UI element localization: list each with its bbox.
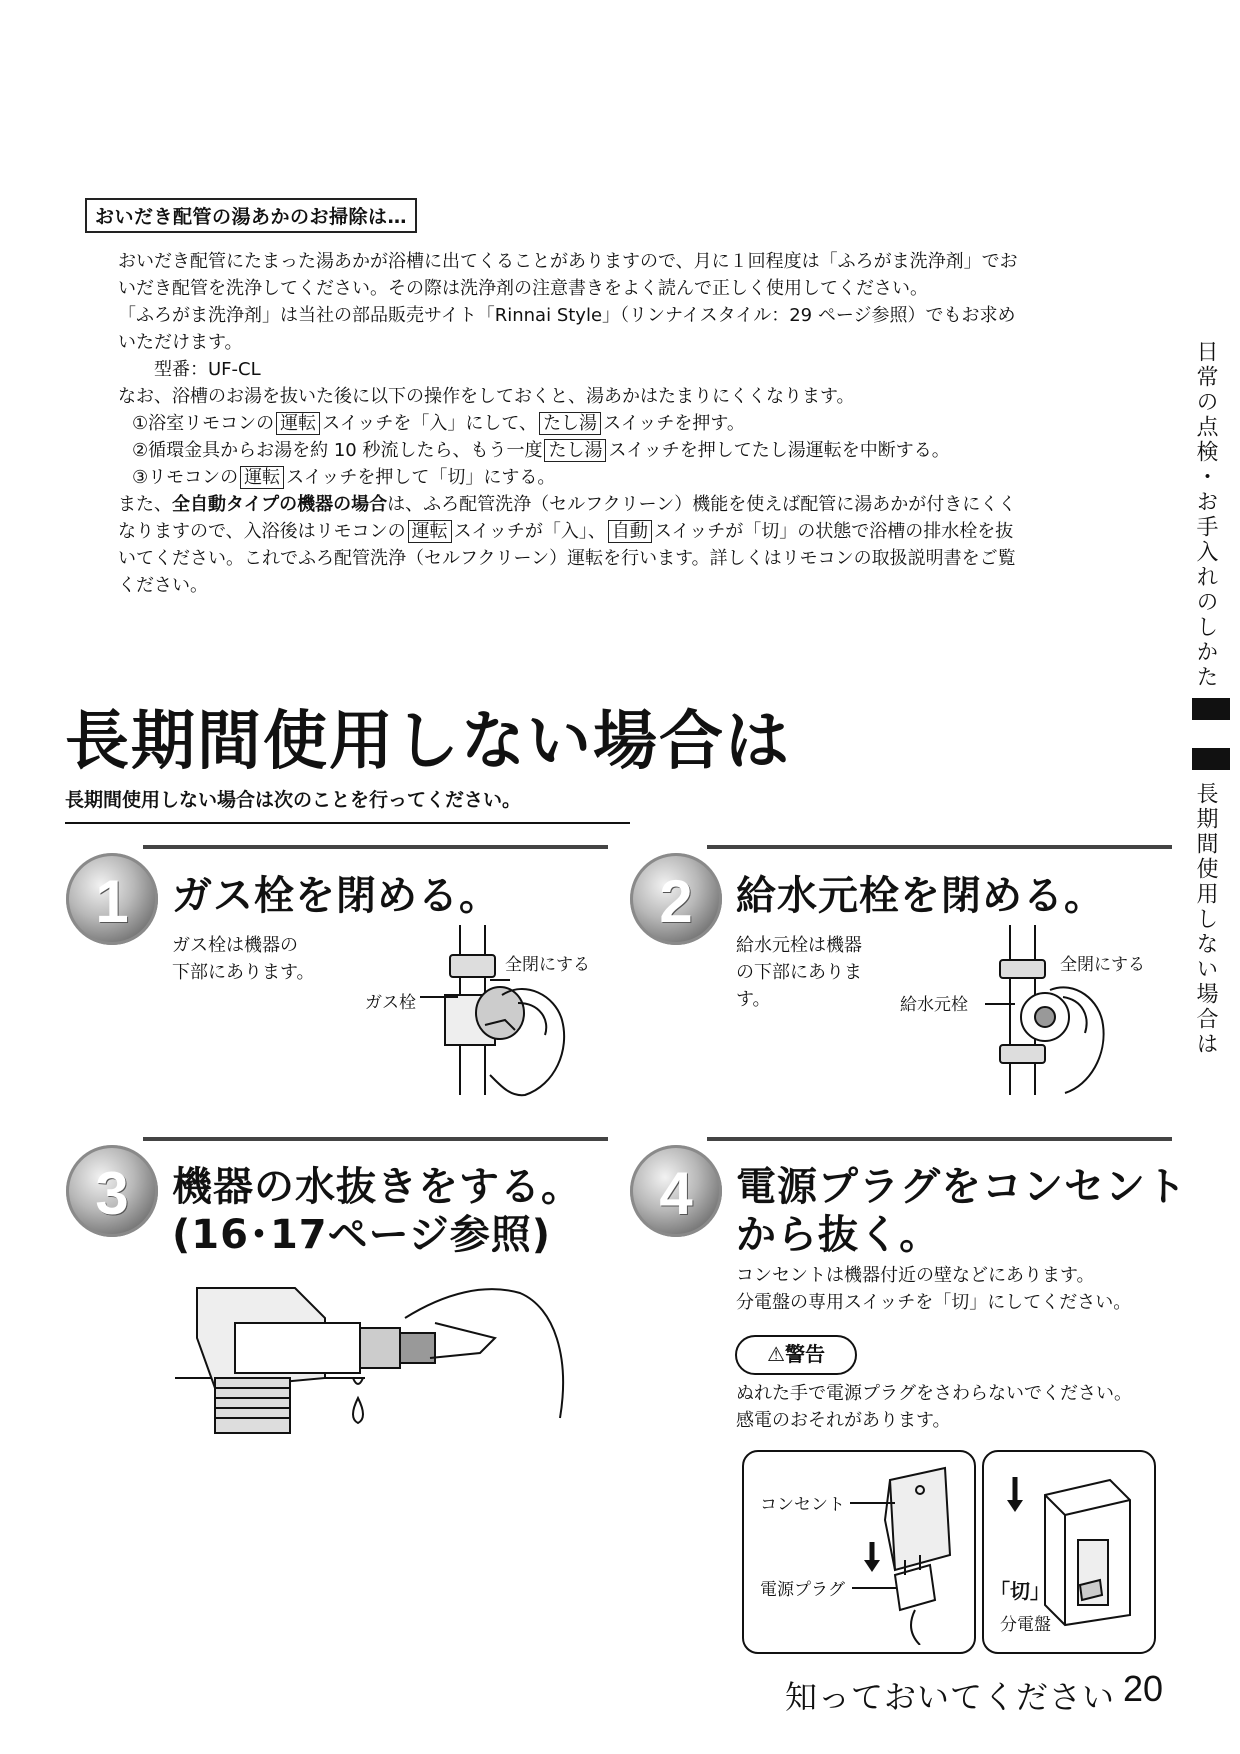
run-switch-label: 運転 — [276, 412, 320, 435]
step-divider — [143, 1137, 608, 1141]
tip-also-4: ください。 — [118, 575, 208, 596]
step-1-title: ガス栓を閉める。 — [172, 873, 500, 919]
run-switch-label: 運転 — [408, 520, 452, 543]
tashiyu-switch-label: たし湯 — [544, 439, 606, 462]
side-tab-lower: 長期間使用しない場合は — [1193, 782, 1218, 1057]
leader-line — [852, 1587, 897, 1589]
step-number-badge: 2 — [630, 853, 722, 945]
tip-also-2: なりますので、入浴後はリモコンの 運転 スイッチが「入」、 自動 スイッチが「切」の状態で浴槽の排水栓を抜 — [118, 521, 1014, 542]
step-2-title: 給水元栓を閉める。 — [736, 873, 1105, 919]
plug-label: 電源プラグ — [760, 1580, 845, 1600]
tip-line-2: いだき配管を洗浄してください。その際は洗浄剤の注意書きをよく読んで正しく使用してください。 — [118, 278, 928, 299]
warning-icon: ⚠ — [767, 1342, 785, 1366]
tip-also-1: また、全自動タイプの機器の場合は、ふろ配管洗浄（セルフクリーン）機能を使えば配管に湯あかが付きにくく — [118, 494, 1017, 515]
step-number-badge: 4 — [630, 1145, 722, 1237]
step-divider — [143, 845, 608, 849]
step-divider — [707, 845, 1172, 849]
leader-line — [985, 1003, 1015, 1005]
drain-plug-illustration — [175, 1278, 575, 1453]
close-fully-label: 全閉にする — [1060, 955, 1145, 975]
tip-op-2: ②循環金具からお湯を約 10 秒流したら、もう一度 たし湯 スイッチを押してたし湯運転を中断する。 — [132, 440, 950, 461]
step-number-badge: 1 — [66, 853, 158, 945]
gas-valve-label: ガス栓 — [365, 993, 416, 1013]
close-fully-label: 全閉にする — [505, 955, 590, 975]
tip-body — [118, 248, 1018, 599]
auto-switch-label: 自動 — [608, 520, 652, 543]
step-number-badge: 3 — [66, 1145, 158, 1237]
tip-op-1: ①浴室リモコンの 運転 スイッチを「入」にして、 たし湯 スイッチを押す。 — [132, 413, 745, 434]
water-valve-label: 給水元栓 — [900, 995, 968, 1015]
off-label: 「切」 — [990, 1579, 1050, 1603]
side-tab-upper: 日常の点検・お手入れのしかた — [1193, 340, 1218, 690]
tip-line-6: なお、浴槽のお湯を抜いた後に以下の操作をしておくと、湯あかはたまりにくくなります。 — [118, 386, 855, 407]
tip-line-1: おいだき配管にたまった湯あかが浴槽に出てくることがありますので、月に１回程度は「ふろがま洗浄剤」でお — [118, 251, 1018, 272]
page-title: 長期間使用しない場合は — [65, 705, 791, 779]
step-divider — [707, 1137, 1172, 1141]
leader-line — [850, 1502, 895, 1504]
tip-model: 型番：UF-CL — [154, 359, 261, 380]
side-tab-marker — [1192, 748, 1230, 770]
tip-op-3: ③リモコンの 運転 スイッチを押して「切」にする。 — [132, 467, 556, 488]
step-4-text: コンセントは機器付近の壁などにあります。 分電盤の専用スイッチを「切」にしてください。 — [736, 1265, 1132, 1313]
tip-line-3: 「ふろがま洗浄剤」は当社の部品販売サイト「Rinnai Style」（リンナイスタイル：29 ページ参照）でもお求め — [118, 305, 1016, 326]
tip-line-4: いただけます。 — [118, 332, 243, 353]
outlet-label: コンセント — [760, 1495, 845, 1515]
step-2-text: 給水元栓は機器 の下部にありま す。 — [736, 935, 862, 1010]
step-1-text: ガス栓は機器の 下部にあります。 — [172, 935, 315, 983]
tip-also-3: いてください。これでふろ配管洗浄（セルフクリーン）運転を行います。詳しくはリモコンの取扱説明書をご覧 — [118, 548, 1016, 569]
step-4-title: 電源プラグをコンセント から抜く。 — [736, 1164, 1187, 1258]
warning-text: ぬれた手で電源プラグをさわらないでください。 感電のおそれがあります。 — [736, 1383, 1132, 1431]
outlet-plug-illustration — [850, 1460, 965, 1645]
warning-badge: ⚠警告 — [735, 1335, 857, 1375]
run-switch-label: 運転 — [240, 466, 284, 489]
breaker-label: 分電盤 — [1000, 1615, 1051, 1635]
page-subtitle: 長期間使用しない場合は次のことを行ってください。 — [65, 785, 630, 824]
side-tab-marker — [1192, 698, 1230, 720]
page-number: 20 — [1123, 1668, 1164, 1709]
tip-title: おいだき配管の湯あかのお掃除は… — [85, 198, 417, 233]
step-3-title: 機器の水抜きをする。 (16･17ページ参照) — [172, 1164, 582, 1258]
tashiyu-switch-label: たし湯 — [539, 412, 601, 435]
footer-text: 知っておいてください — [785, 1678, 1116, 1716]
